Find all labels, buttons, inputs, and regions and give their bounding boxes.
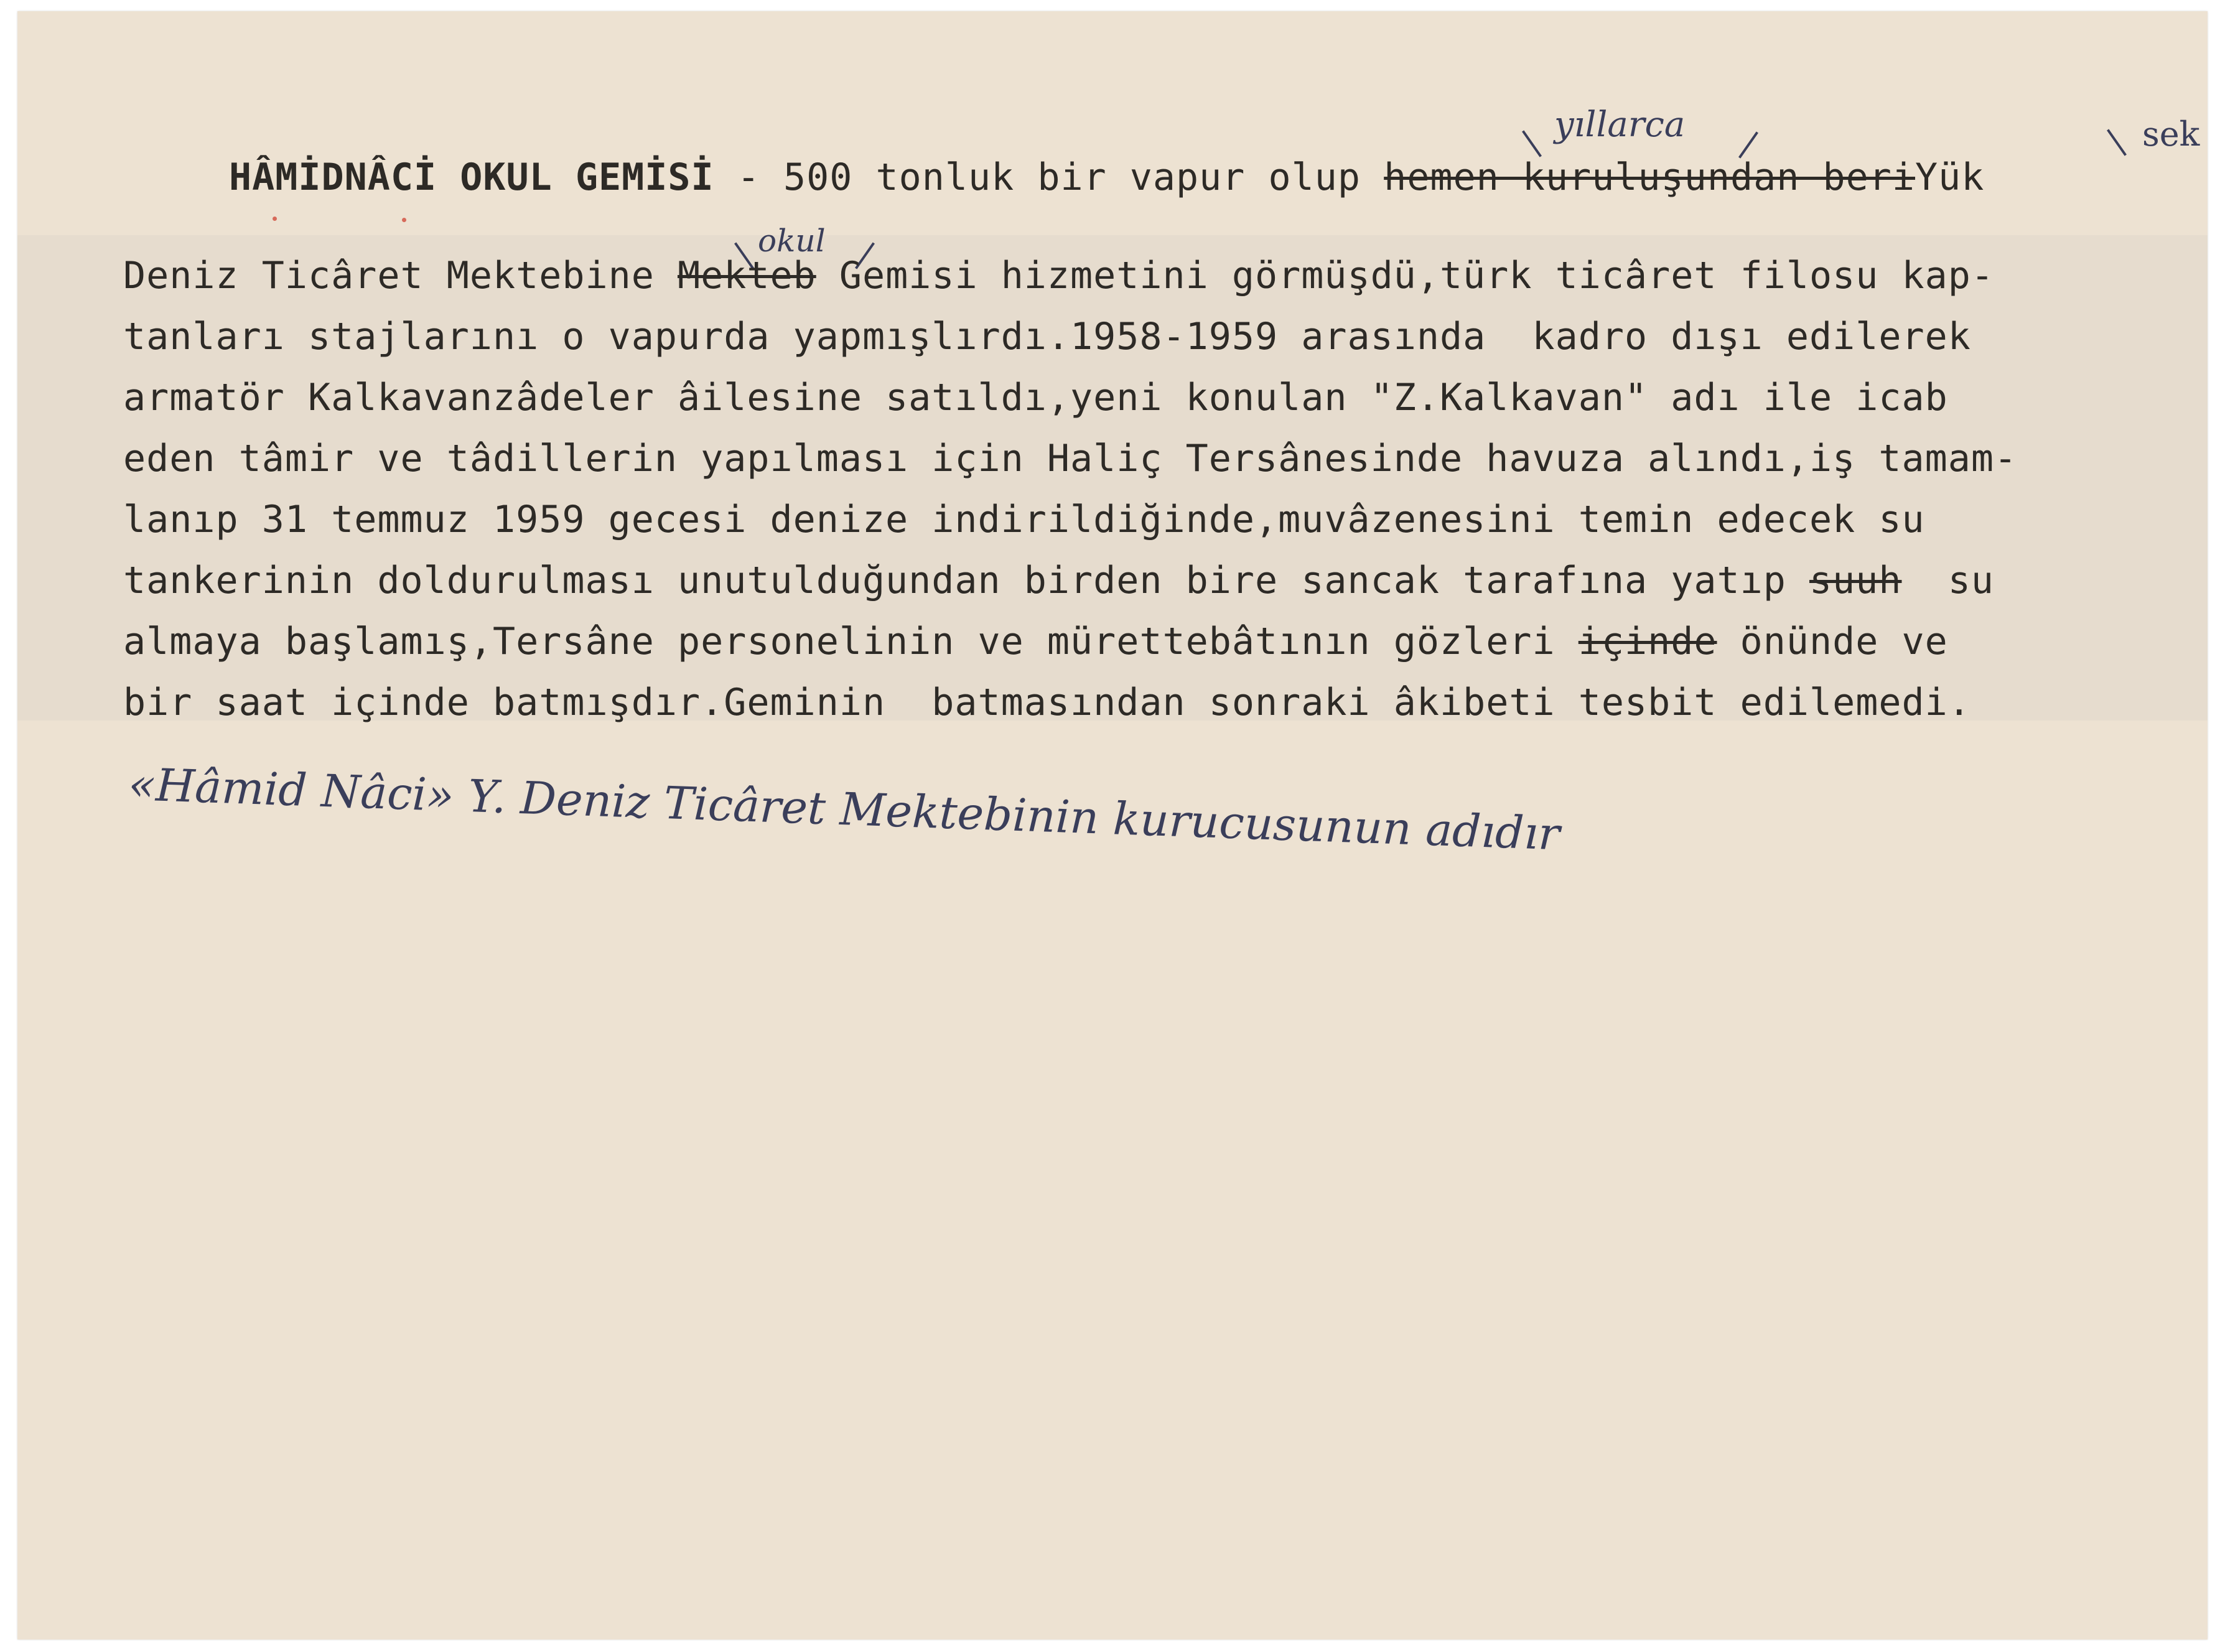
text-segment: Gemisi hizmetini görmüşdü,türk ticâret filosu kap- <box>816 254 1994 297</box>
paper-sheet <box>17 11 2208 1640</box>
text-segment: almaya başlamış,Tersâne personelinin ve mürettebâtının gözleri <box>123 620 1579 663</box>
text-line-8 <box>123 620 1948 663</box>
annotation-yillarca: yıllarca <box>1554 105 1686 145</box>
text-line-3: tanları stajlarını o vapurda yapmışlırdı.1958-1959 arasında kadro dışı edilerek <box>123 315 1971 358</box>
insertion-mark <box>2107 129 2127 156</box>
insertion-mark <box>1522 130 1542 157</box>
text-line-4: armatör Kalkavanzâdeler âilesine satıldı,yeni konulan "Z.Kalkavan" adı ile icab <box>123 376 1948 419</box>
struck-text: Mekteb <box>677 254 816 297</box>
struck-text: hemen kuruluşundan beri <box>1384 156 1916 199</box>
text-line-9: bir saat içinde batmışdır.Geminin batmasından sonraki âkibeti tesbit edilemedi. <box>123 681 1971 724</box>
red-mark <box>402 218 406 222</box>
annotation-okul: okul <box>758 223 826 259</box>
text-segment: önünde ve <box>1717 620 1948 663</box>
text-line-7 <box>123 559 1994 602</box>
text-segment: tankerinin doldurulması unutulduğundan birden bire sancak tarafına yatıp <box>123 559 1809 602</box>
title-line <box>229 156 1984 199</box>
annotation-sek: sek <box>2142 114 2200 154</box>
text-segment: Deniz Ticâret Mektebine <box>123 254 678 297</box>
document-title: HÂMİDNÂCİ OKUL GEMİSİ <box>229 156 714 199</box>
text-line-2 <box>123 254 1994 297</box>
text-line-5: eden tâmir ve tâdillerin yapılması için Haliç Tersânesinde havuza alındı,iş tamam- <box>123 437 2018 480</box>
struck-text: suuh <box>1809 559 1902 602</box>
text-segment: - 500 tonluk bir vapur olup <box>714 156 1384 199</box>
text-line-6: lanıp 31 temmuz 1959 gecesi denize indirildiğinde,muvâzenesini temin edecek su <box>123 498 1925 541</box>
text-segment: Yük <box>1915 156 1985 199</box>
struck-text: içinde <box>1578 620 1717 663</box>
red-mark <box>273 217 277 221</box>
insertion-mark <box>1738 131 1758 158</box>
handwritten-note: «Hâmid Nâci» Y. Deniz Ticâret Mektebinin kurucusunun adıdır <box>128 758 1561 861</box>
text-segment: su <box>1901 559 1994 602</box>
